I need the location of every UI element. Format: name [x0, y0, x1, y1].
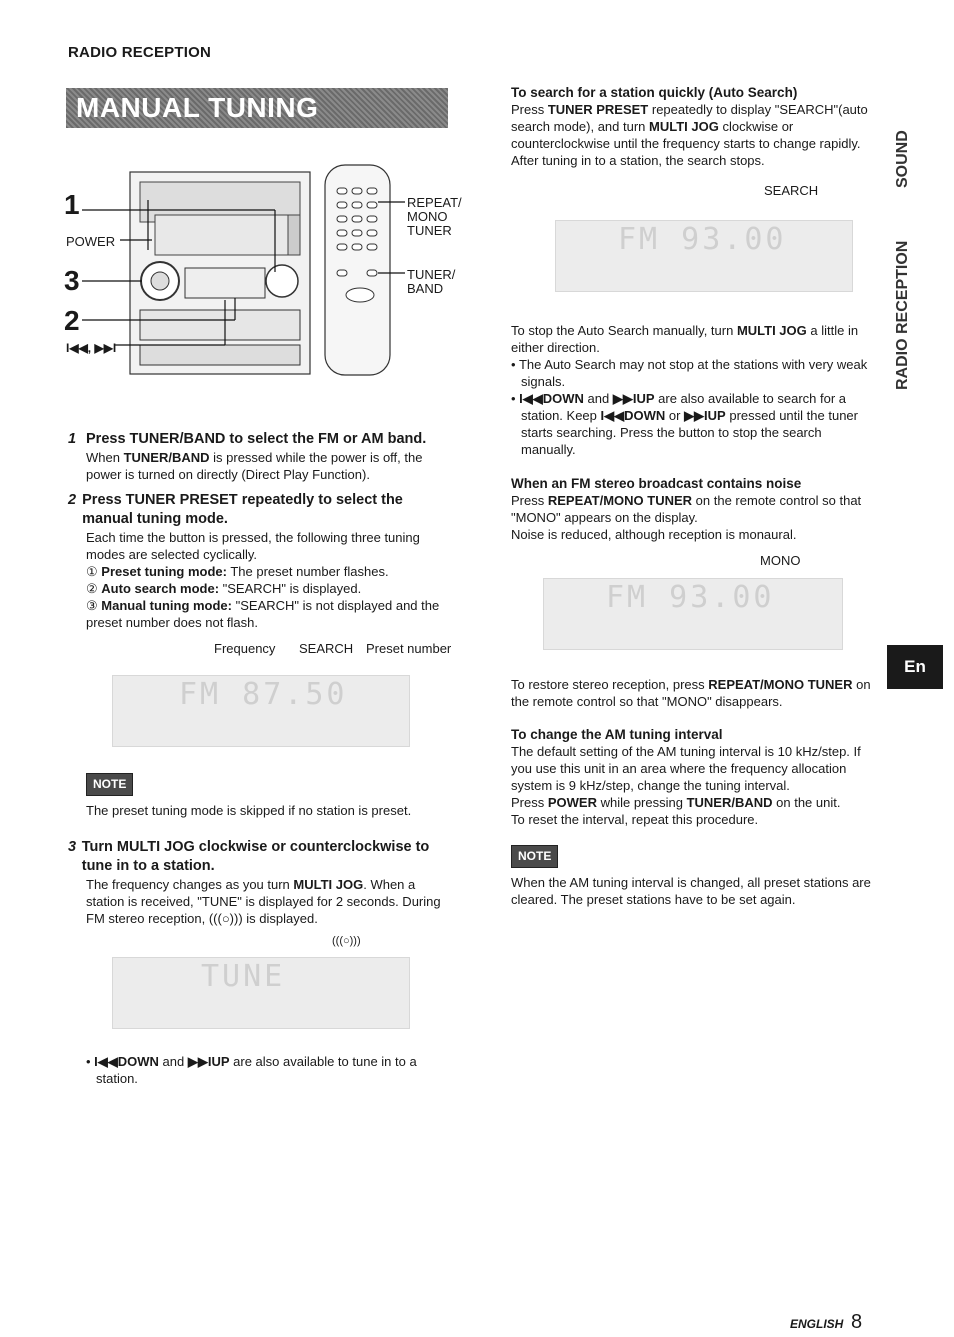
auto-search-heading: To search for a station quickly (Auto Search) — [511, 85, 798, 100]
note-text: When the AM tuning interval is changed, all preset stations are cleared. The preset stations have to be set again. — [511, 875, 871, 907]
note-badge: NOTE — [511, 845, 558, 868]
remote-label-repeat-mono-tuner: REPEAT/ MONO TUNER — [407, 195, 462, 238]
stereo-unit-illustration — [60, 160, 460, 380]
fm-restore-text: To restore stereo reception, press REPEAT/MONO TUNER on the remote control so that "MONO" disappears. — [511, 677, 871, 709]
note-badge: NOTE — [86, 773, 133, 796]
mode-item: ② Auto search mode: "SEARCH" is displayed. — [86, 581, 362, 596]
display-mono — [543, 578, 843, 650]
auto-search-stop: To stop the Auto Search manually, turn MULTI JOG a little in either direction. • The Auto Search may not stop at the stations with very weak signals. • I◀◀DOWN and ▶▶IUP are also available to search for a station. Keep I◀◀DOWN or ▶▶IUP pressed until the tuner starts searching. Press the button to stop the search manually. — [511, 322, 877, 458]
am-interval-section: To change the AM tuning interval The default setting of the AM tuning interval is 10 kHz/step. If you use this unit in an area where the frequency allocation system is 9 kHz/step, change the tuning interval. Press POWER while pressing TUNER/BAND on the unit. To reset the interval, repeat this procedure. — [511, 726, 877, 828]
mode-item: ① Preset tuning mode: The preset number flashes. — [86, 564, 389, 579]
display-preset — [112, 675, 410, 747]
display-text: TUNE — [201, 959, 286, 994]
step-3-bullet: • I◀◀DOWN and ▶▶IUP are also available to tune in to a station. — [86, 1054, 417, 1086]
skip-label: I◀◀, ▶▶I — [66, 341, 117, 355]
fm-noise-section: When an FM stereo broadcast contains noise Press REPEAT/MONO TUNER on the remote control so that "MONO" appears on the display. Noise is reduced, although reception is monaural. — [511, 475, 877, 543]
page-title: MANUAL TUNING — [76, 92, 319, 123]
am-interval-heading: To change the AM tuning interval — [511, 727, 723, 742]
step-3-body: The frequency changes as you turn MULTI JOG. When a station is received, "TUNE" is displayed for 2 seconds. During FM stereo reception, (((○))) is displayed. — [86, 877, 441, 926]
step-2-number: 2 — [68, 492, 77, 508]
display-text: FM 93.00 — [618, 222, 787, 257]
step-2-body: Each time the button is pressed, the following three tuning modes are selected cyclically. — [86, 530, 420, 562]
language-tab: En — [887, 645, 943, 689]
title-banner — [66, 88, 448, 128]
display-label-mono: MONO — [760, 553, 801, 568]
step-2 — [68, 491, 452, 631]
bullet-item: • I◀◀DOWN and ▶▶IUP are also available to search for a station. Keep I◀◀DOWN or ▶▶IUP pressed until the tuner starts searching. Press the button to stop the search manually. — [511, 391, 858, 457]
step-1-title: Press TUNER/BAND to select the FM or AM band. — [86, 431, 427, 447]
callout-1: 1 — [64, 189, 80, 220]
device-figure — [60, 160, 460, 380]
auto-search-section — [511, 84, 877, 169]
display-label-search: SEARCH — [299, 641, 354, 656]
note-text: The preset tuning mode is skipped if no station is preset. — [86, 803, 412, 818]
step-3 — [68, 838, 452, 927]
display-text: FM 87.50 — [179, 677, 348, 712]
display-label-frequency: Frequency — [214, 641, 276, 656]
auto-search-text: Press TUNER PRESET repeatedly to display "SEARCH"(auto search mode), and turn MULTI JOG clockwise or counterclockwise until the frequency starts to change rapidly. After tuning in to a station, the search stops. — [511, 102, 868, 168]
stereo-indicator-label: (((○))) — [332, 935, 361, 947]
step-3-title: Turn MULTI JOG clockwise or counterclockwise to tune in to a station. — [81, 839, 430, 874]
callout-3: 3 — [64, 265, 80, 296]
fm-noise-heading: When an FM stereo broadcast contains noise — [511, 476, 802, 491]
callout-2: 2 — [64, 305, 80, 336]
display-label-search: SEARCH — [764, 183, 819, 198]
side-tab-radio-reception: RADIO RECEPTION — [894, 240, 911, 390]
display-tune — [112, 957, 410, 1029]
bullet-item: • The Auto Search may not stop at the stations with very weak signals. — [511, 357, 868, 389]
page-number: 8 — [850, 1311, 863, 1333]
step-1-number: 1 — [68, 431, 77, 447]
power-label: POWER — [66, 234, 116, 249]
footer-language: ENGLISH — [790, 1317, 844, 1331]
step-3-number: 3 — [68, 839, 77, 855]
display-text: FM 93.00 — [606, 580, 775, 615]
display-label-preset-number: Preset number — [366, 641, 452, 656]
note-1 — [86, 773, 456, 819]
step-2-title: Press TUNER PRESET repeatedly to select the manual tuning mode. — [82, 492, 403, 527]
display-auto-search — [555, 220, 853, 292]
section-header: RADIO RECEPTION — [68, 44, 212, 61]
remote-label-tuner-band: TUNER/ BAND — [407, 267, 456, 296]
step-1-body: When TUNER/BAND is pressed while the power is off, the power is turned on directly (Direct Play Function). — [86, 450, 423, 482]
step-1 — [68, 430, 452, 483]
note-2 — [511, 845, 877, 908]
side-tab-sound: SOUND — [894, 130, 911, 188]
mode-item: ③ Manual tuning mode: "SEARCH" is not displayed and the preset number does not flash. — [86, 598, 440, 630]
footer — [790, 1311, 863, 1333]
